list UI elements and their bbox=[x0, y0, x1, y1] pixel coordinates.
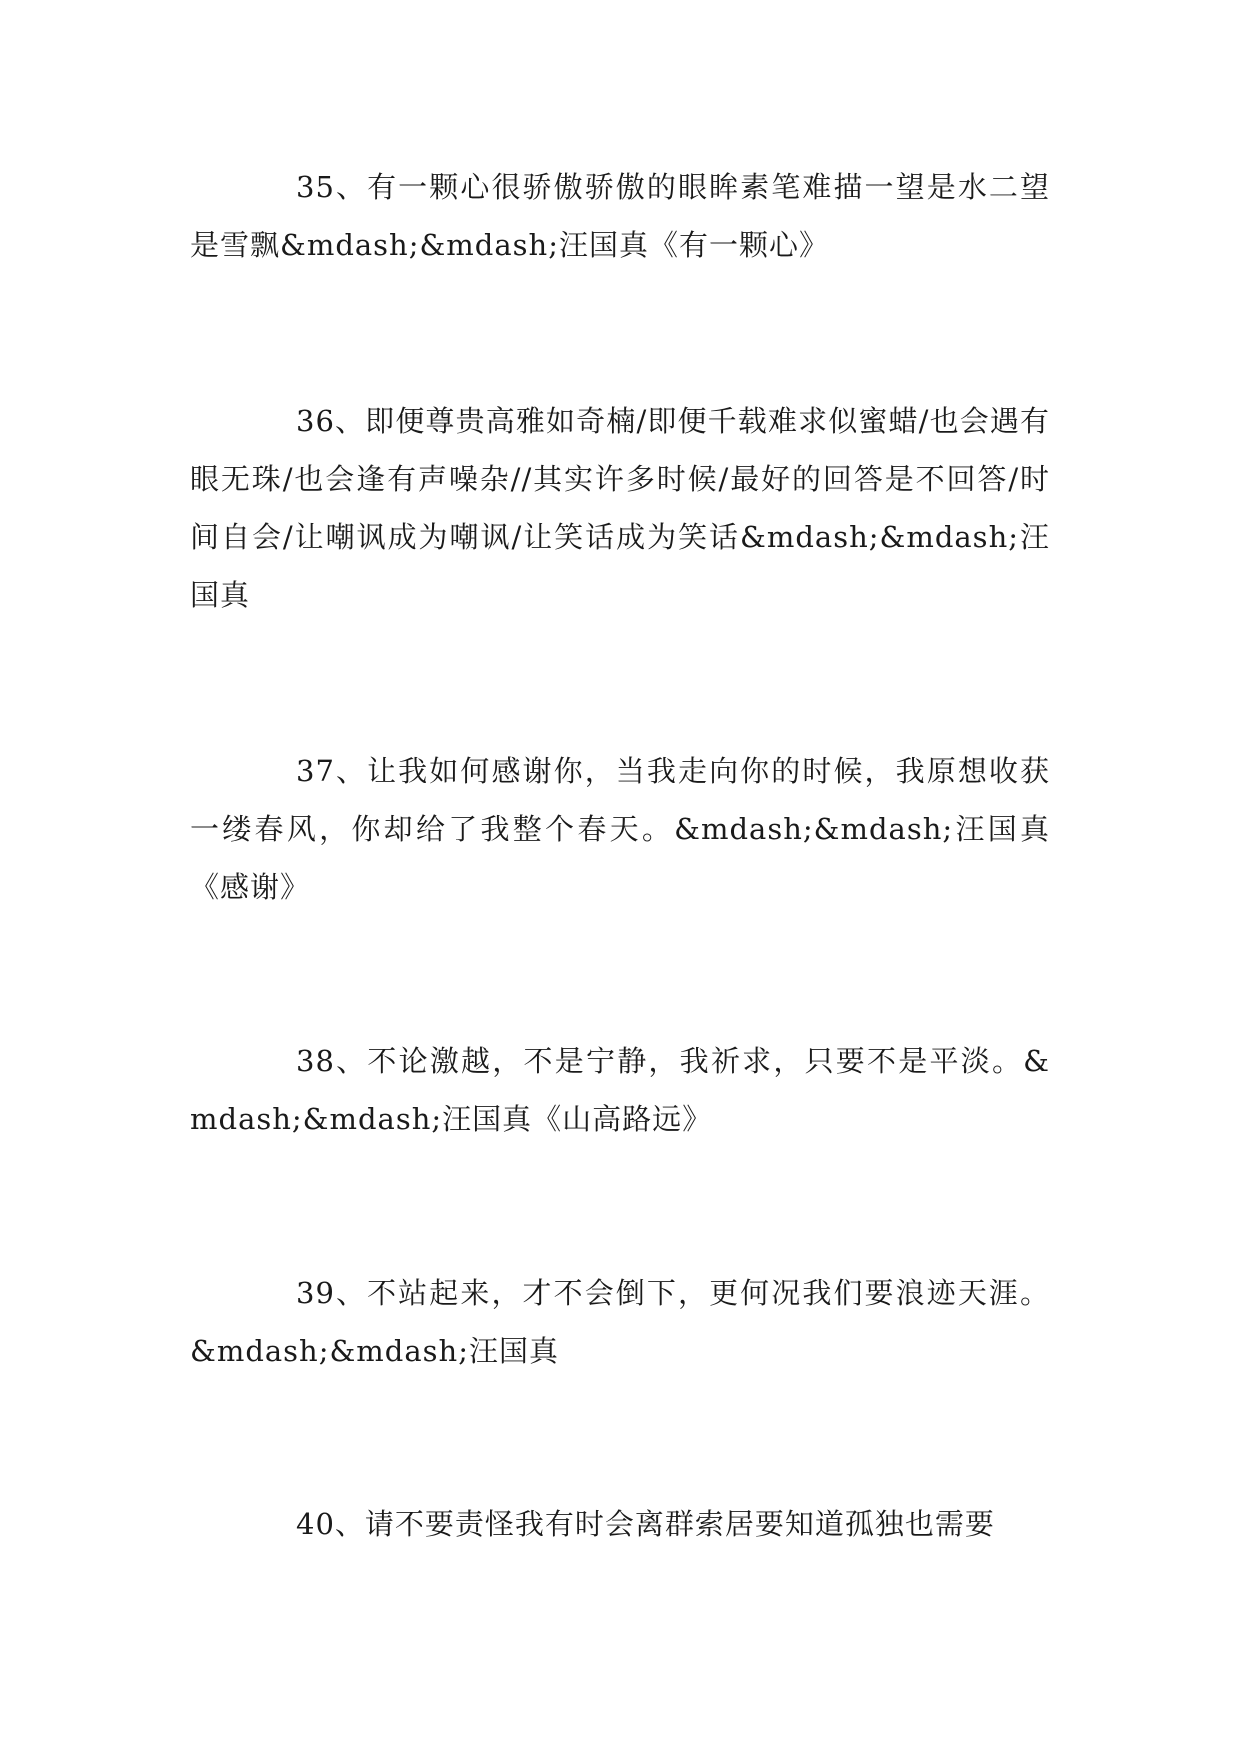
quote-paragraph-38: 38、不论激越，不是宁静，我祈求，只要不是平淡。&mdash;&mdash;汪国真《山高路远》 bbox=[190, 1044, 1050, 1136]
quote-paragraph-36: 36、即便尊贵高雅如奇楠/即便千载难求似蜜蜡/也会遇有眼无珠/也会逢有声噪杂//其实许多时候/最好的回答是不回答/时间自会/让嘲讽成为嘲讽/让笑话成为笑话&mdash;&mdash;汪国真 bbox=[190, 404, 1050, 612]
quote-paragraph-37: 37、让我如何感谢你，当我走向你的时候，我原想收获一缕春风，你却给了我整个春天。&mdash;&mdash;汪国真《感谢》 bbox=[190, 754, 1050, 904]
quote-paragraph-40: 40、请不要责怪我有时会离群索居要知道孤独也需要 bbox=[296, 1507, 995, 1541]
quote-paragraph-39: 39、不站起来，才不会倒下，更何况我们要浪迹天涯。&mdash;&mdash;汪国真 bbox=[190, 1276, 1050, 1368]
quote-paragraph-35: 35、有一颗心很骄傲骄傲的眼眸素笔难描一望是水二望是雪飘&mdash;&mdash;汪国真《有一颗心》 bbox=[190, 170, 1050, 262]
